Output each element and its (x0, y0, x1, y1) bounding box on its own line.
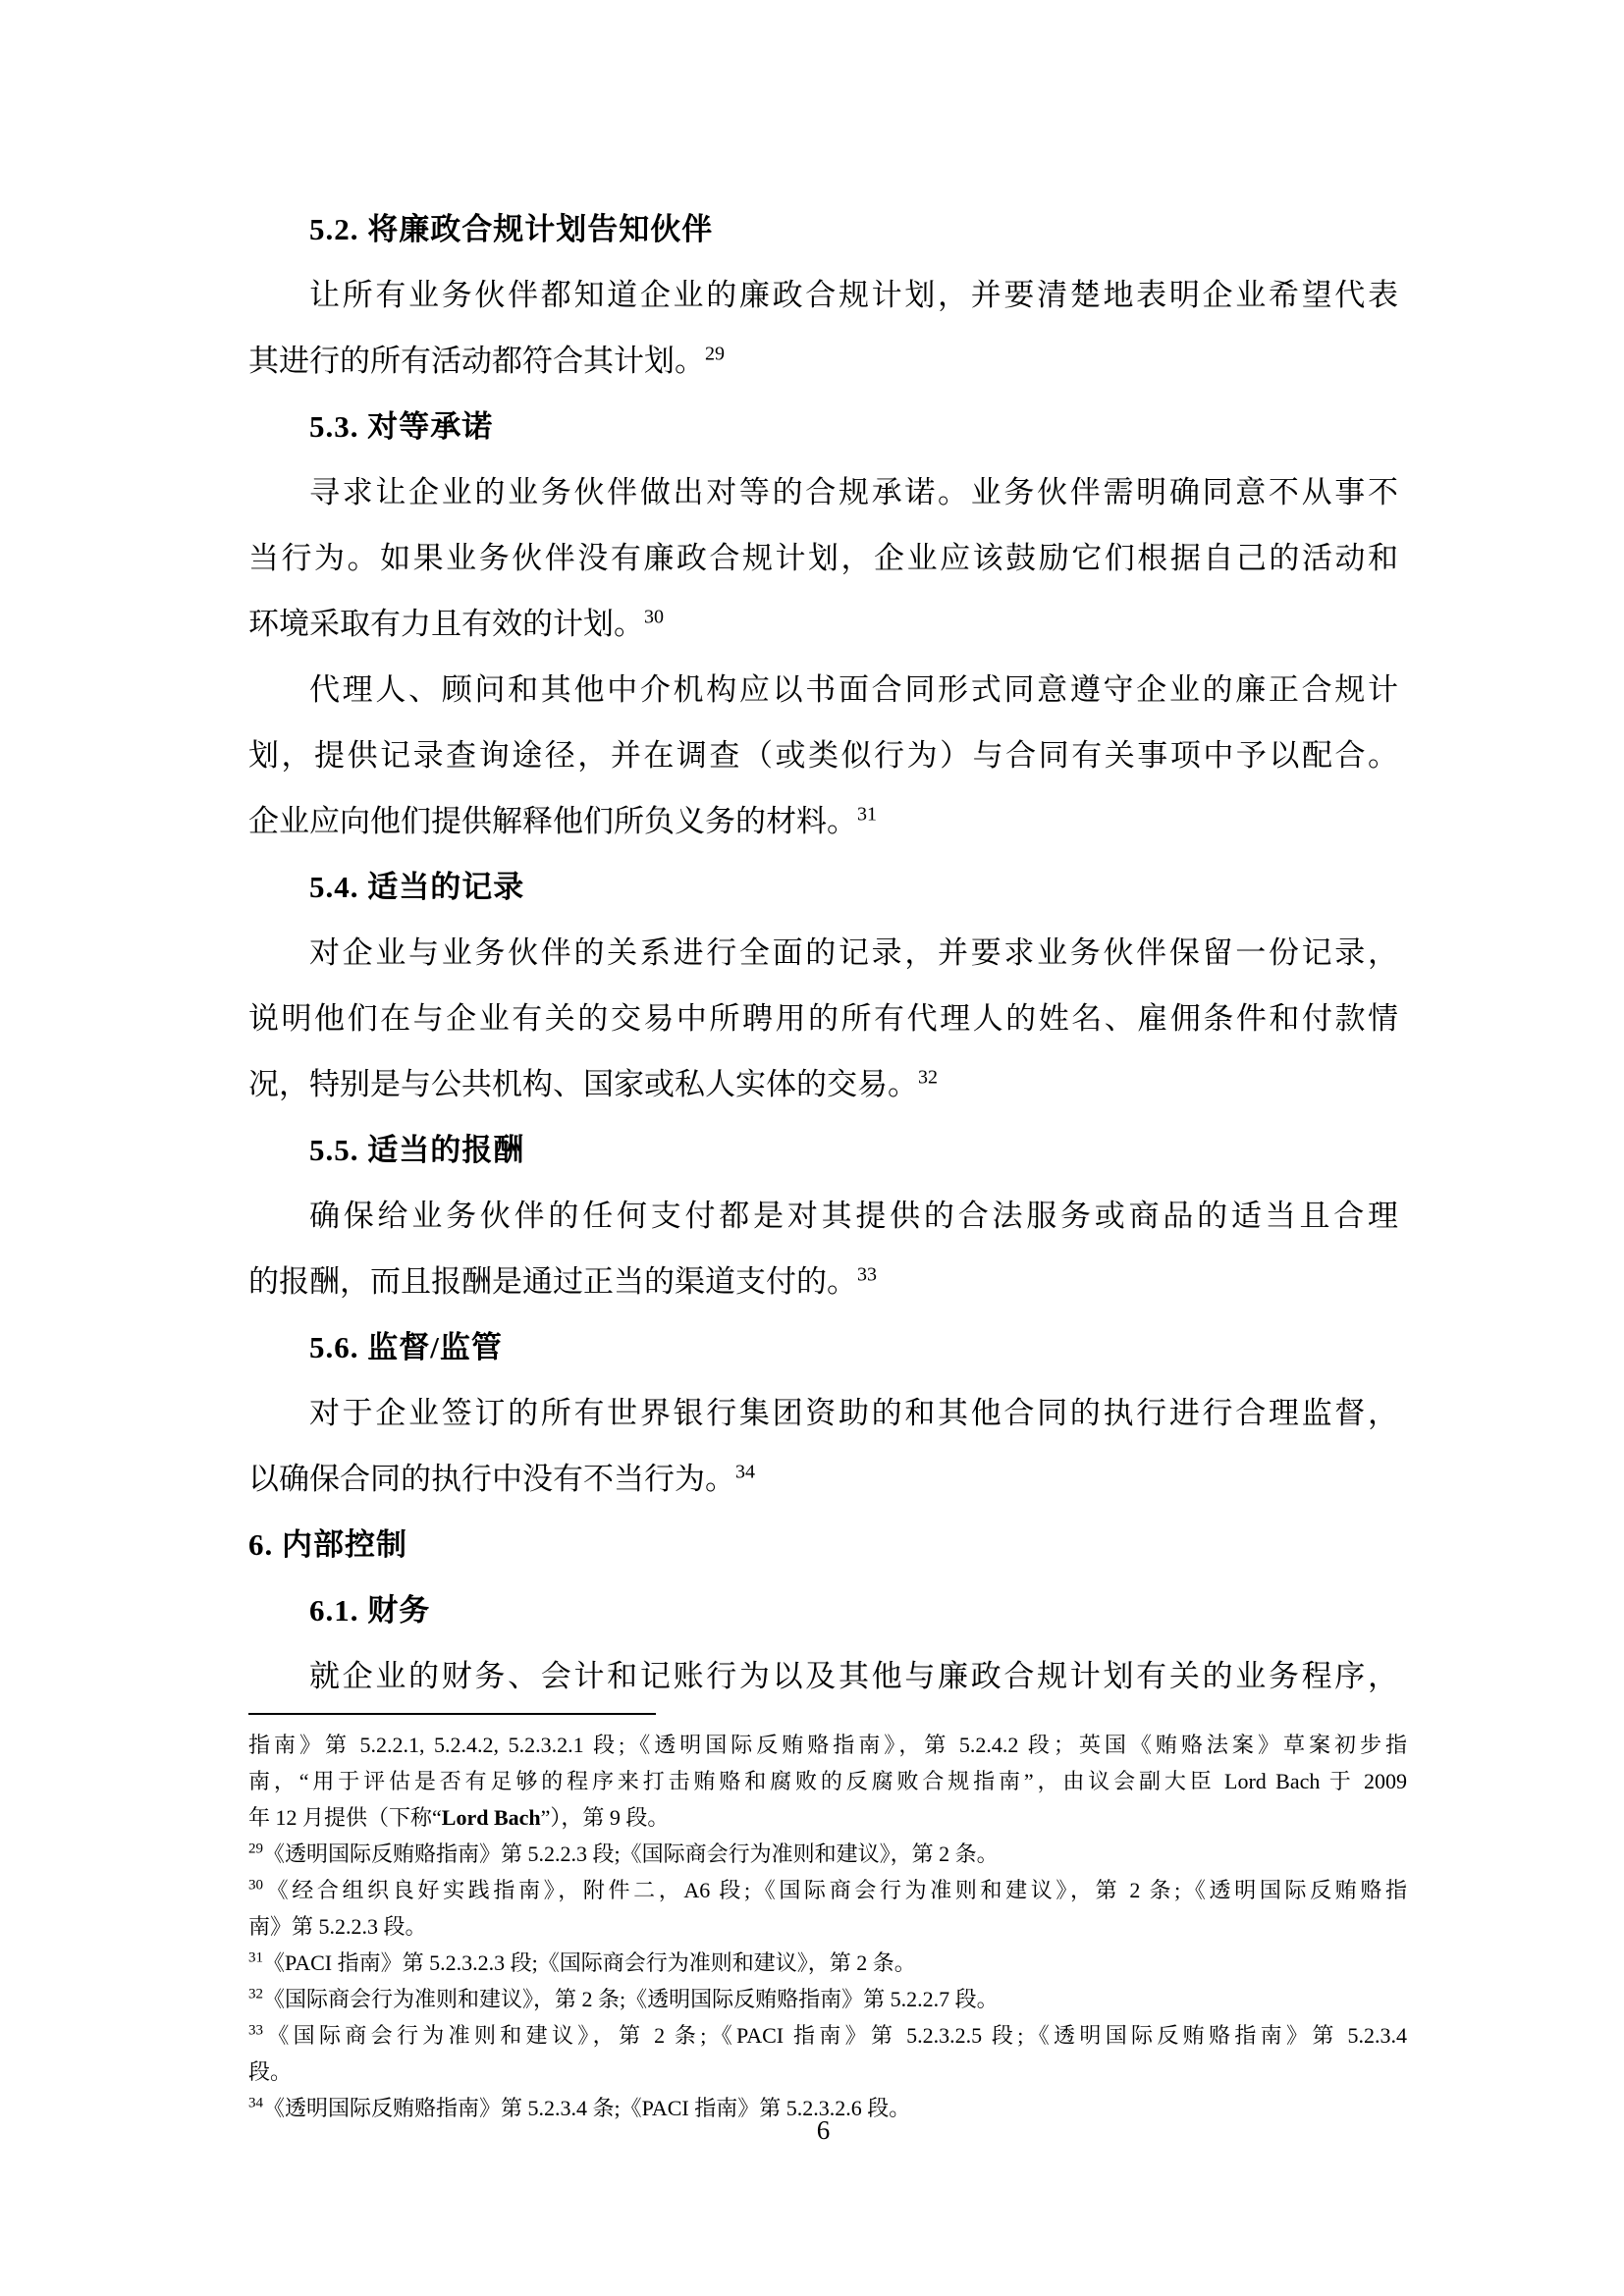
footnote-text: 《国际商会行为准则和建议》，第 2 条;《PACI 指南》第 5.2.3.2.5 段;《透明国际反贿赂指南》第 5.2.3.4 (263, 2023, 1407, 2048)
text-segment: 况，特别是与公共机构、国家或私人实体的交易。 (248, 1067, 918, 1101)
section-heading-6: 6. 内部控制 (248, 1527, 407, 1562)
document-body (248, 196, 1398, 1709)
text-line: 划，提供记录查询途径，并在调查（或类似行为）与合同有关事项中予以配合。 (248, 738, 1398, 773)
footnote-ref-29: 29 (705, 343, 725, 365)
footnote-ref-34: 34 (735, 1461, 755, 1483)
footnote-continuation-line: 指南》第 5.2.2.1, 5.2.4.2, 5.2.3.2.1 段;《透明国际反贿赂指南》，第 5.2.4.2 段；英国《贿赂法案》草案初步指 (248, 1733, 1407, 1757)
text-line: 说明他们在与企业有关的交易中所聘用的所有代理人的姓名、雇佣条件和付款情 (248, 1001, 1398, 1036)
footnote-continuation-line: 南，“用于评估是否有足够的程序来打击贿赂和腐败的反腐败合规指南”，由议会副大臣 Lord Bach 于 2009 (248, 1769, 1408, 1793)
section-heading-6-1: 6.1. 财务 (309, 1593, 431, 1628)
footnote-separator (248, 1713, 656, 1715)
text-line: 代理人、顾问和其他中介机构应以书面合同形式同意遵守企业的廉正合规计 (309, 672, 1398, 707)
footnote-number-32: 32 (248, 1986, 263, 2002)
text-line: 就企业的财务、会计和记账行为以及其他与廉政合规计划有关的业务程序， (309, 1659, 1398, 1693)
text-line: 对企业与业务伙伴的关系进行全面的记录，并要求业务伙伴保留一份记录， (309, 935, 1398, 970)
section-heading-5-5: 5.5. 适当的报酬 (309, 1133, 525, 1167)
footnote-number-29: 29 (248, 1841, 263, 1857)
footnote-number-30: 30 (248, 1877, 263, 1894)
text-segment: 环境采取有力且有效的计划。 (248, 607, 644, 641)
text-line (248, 788, 1398, 854)
footnote-30 (248, 1872, 1407, 1908)
footnote-text: 《PACI 指南》第 5.2.3.2.3 段;《国际商会行为准则和建议》，第 2 条。 (263, 1950, 916, 1975)
section-heading-5-6: 5.6. 监督/监管 (309, 1330, 503, 1364)
text-line: 寻求让企业的业务伙伴做出对等的合规承诺。业务伙伴需明确同意不从事不 (309, 475, 1398, 509)
footnote-ref-32: 32 (918, 1066, 938, 1089)
footnote-number-31: 31 (248, 1949, 263, 1966)
text-line: 确保给业务伙伴的任何支付都是对其提供的合法服务或商品的适当且合理 (309, 1199, 1398, 1233)
section-heading-5-2: 5.2. 将廉政合规计划告知伙伴 (309, 212, 714, 246)
text-segment: 其进行的所有活动都符合其计划。 (248, 344, 705, 378)
footnote-number-34: 34 (248, 2095, 263, 2111)
footnote-33-continuation: 段。 (248, 2059, 293, 2084)
page-number: 6 (816, 2115, 831, 2145)
text-line (248, 1249, 1398, 1314)
footnote-text: 《经合组织良好实践指南》，附件二，A6 段;《国际商会行为准则和建议》，第 2 条;《透明国际反贿赂指 (263, 1878, 1407, 1902)
text-line: 对于企业签订的所有世界银行集团资助的和其他合同的执行进行合理监督， (309, 1396, 1398, 1430)
footnote-ref-31: 31 (857, 803, 877, 826)
footnote-33 (248, 2017, 1407, 2054)
section-heading-5-3: 5.3. 对等承诺 (309, 409, 494, 444)
footnote-32 (248, 1981, 1407, 2017)
footnote-continuation-line (248, 1799, 1407, 1836)
footnote-29 (248, 1836, 1407, 1872)
footnote-text: 《透明国际反贿赂指南》第 5.2.3.4 条;《PACI 指南》第 5.2.3.2.6 段。 (263, 2096, 911, 2120)
text-segment: 的报酬，而且报酬是通过正当的渠道支付的。 (248, 1264, 857, 1299)
text-segment: ”），第 9 段。 (540, 1805, 670, 1830)
text-line: 当行为。如果业务伙伴没有廉政合规计划，企业应该鼓励它们根据自己的活动和 (248, 541, 1398, 575)
footnote-30-continuation: 南》第 5.2.2.3 段。 (248, 1914, 427, 1939)
footnote-text: 《透明国际反贿赂指南》第 5.2.2.3 段;《国际商会行为准则和建议》，第 2 条。 (263, 1842, 999, 1866)
text-line (248, 1446, 1398, 1512)
text-line (248, 1051, 1398, 1117)
footnote-text: 《国际商会行为准则和建议》，第 2 条;《透明国际反贿赂指南》第 5.2.2.7 段。 (263, 1987, 999, 2011)
text-line (248, 591, 1398, 657)
text-line (248, 328, 1398, 394)
footnote-number-33: 33 (248, 2022, 263, 2039)
text-segment: 企业应向他们提供解释他们所负义务的材料。 (248, 804, 857, 838)
lord-bach-bold-text: Lord Bach (441, 1805, 541, 1830)
section-heading-5-4: 5.4. 适当的记录 (309, 870, 525, 904)
footnotes-block (248, 1713, 1407, 2126)
footnote-31 (248, 1945, 1407, 1981)
footnote-ref-33: 33 (857, 1263, 877, 1286)
text-segment: 年 12 月提供（下称“ (248, 1805, 442, 1830)
text-segment: 以确保合同的执行中没有不当行为。 (248, 1462, 735, 1496)
footnote-ref-30: 30 (644, 606, 664, 628)
text-line: 让所有业务伙伴都知道企业的廉政合规计划，并要清楚地表明企业希望代表 (309, 278, 1398, 312)
